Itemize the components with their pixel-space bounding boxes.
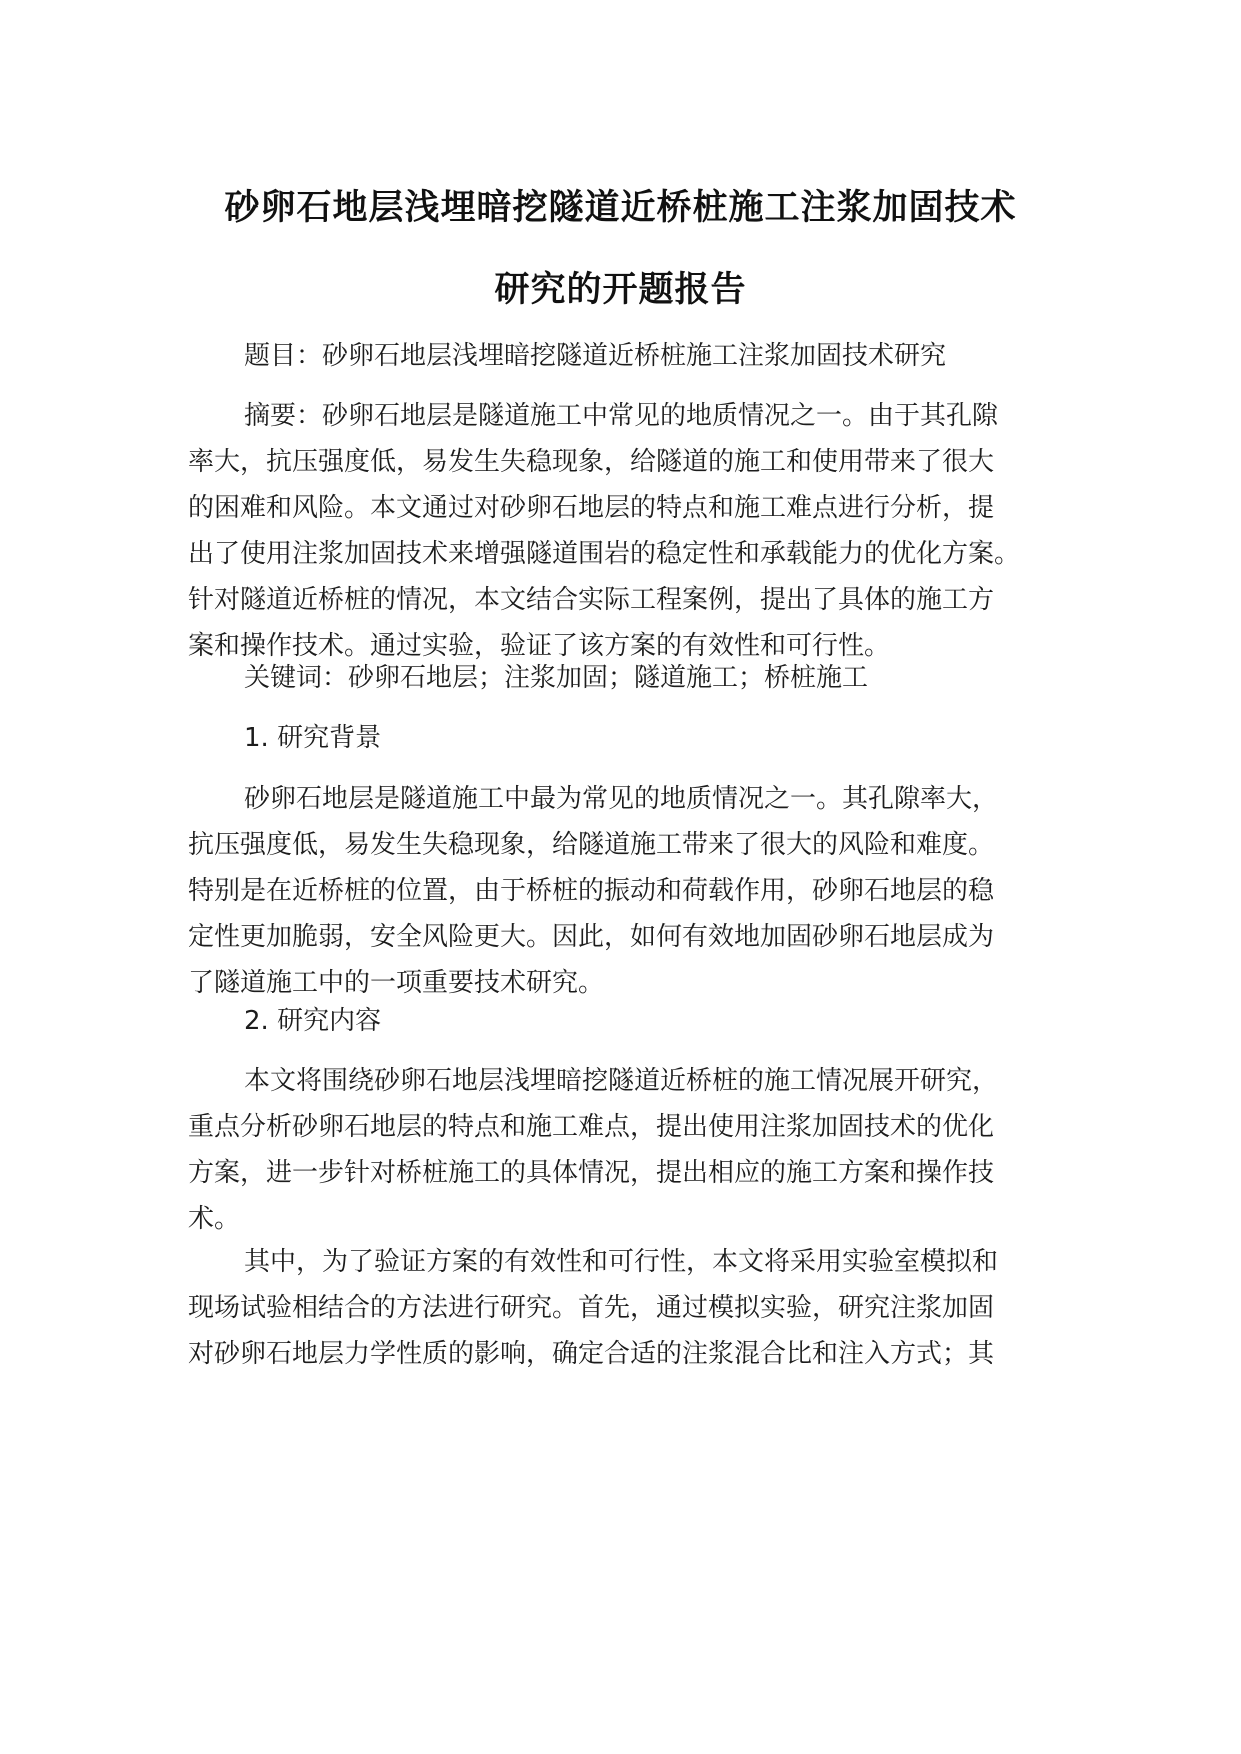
section-1-line: 了隧道施工中的一项重要技术研究。 xyxy=(188,968,605,998)
section-2-line: 现场试验相结合的方法进行研究。首先，通过模拟实验，研究注浆加固 xyxy=(188,1293,995,1323)
section-1-heading-block xyxy=(188,715,1068,761)
section-2-heading-block xyxy=(188,998,1068,1044)
section-1-line: 特别是在近桥桩的位置，由于桥桩的振动和荷载作用，砂卵石地层的稳 xyxy=(188,876,995,906)
abstract-paragraph xyxy=(188,393,1068,669)
abstract-line: 出了使用注浆加固技术来增强隧道围岩的稳定性和承载能力的优化方案。 xyxy=(188,539,1021,569)
abstract-line: 摘要：砂卵石地层是隧道施工中常见的地质情况之一。由于其孔隙 xyxy=(244,401,999,431)
section-2-paragraph-2 xyxy=(188,1239,1068,1377)
section-2-line: 对砂卵石地层力学性质的影响，确定合适的注浆混合比和注入方式；其 xyxy=(188,1339,995,1369)
document-title-line-2: 研究的开题报告 xyxy=(494,270,747,310)
abstract-line: 针对隧道近桥桩的情况，本文结合实际工程案例，提出了具体的施工方 xyxy=(188,585,995,615)
section-2-line: 方案，进一步针对桥桩施工的具体情况，提出相应的施工方案和操作技 xyxy=(188,1158,995,1188)
section-2-line: 术。 xyxy=(188,1204,241,1234)
section-2-line: 其中，为了验证方案的有效性和可行性，本文将采用实验室模拟和 xyxy=(244,1247,999,1277)
section-2-heading: 2. 研究内容 xyxy=(244,1006,382,1036)
keywords-line: 关键词：砂卵石地层；注浆加固；隧道施工；桥桩施工 xyxy=(244,663,869,693)
section-1-heading: 1. 研究背景 xyxy=(244,723,382,753)
topic-line: 题目：砂卵石地层浅埋暗挖隧道近桥桩施工注浆加固技术研究 xyxy=(244,341,947,371)
keywords-paragraph xyxy=(188,655,1068,701)
abstract-line: 率大，抗压强度低，易发生失稳现象，给隧道的施工和使用带来了很大 xyxy=(188,447,995,477)
topic-paragraph xyxy=(188,333,1068,379)
abstract-line: 案和操作技术。通过实验，验证了该方案的有效性和可行性。 xyxy=(188,631,891,661)
section-1-line: 抗压强度低，易发生失稳现象，给隧道施工带来了很大的风险和难度。 xyxy=(188,830,995,860)
section-2-line: 重点分析砂卵石地层的特点和施工难点，提出使用注浆加固技术的优化 xyxy=(188,1112,995,1142)
section-1-paragraph xyxy=(188,776,1068,1006)
document-title-line-1: 砂卵石地层浅埋暗挖隧道近桥桩施工注浆加固技术 xyxy=(224,188,1017,228)
section-2-line: 本文将围绕砂卵石地层浅埋暗挖隧道近桥桩的施工情况展开研究， xyxy=(244,1066,999,1096)
section-1-line: 定性更加脆弱，安全风险更大。因此，如何有效地加固砂卵石地层成为 xyxy=(188,922,995,952)
abstract-line: 的困难和风险。本文通过对砂卵石地层的特点和施工难点进行分析，提 xyxy=(188,493,995,523)
section-1-line: 砂卵石地层是隧道施工中最为常见的地质情况之一。其孔隙率大， xyxy=(244,784,999,814)
section-2-paragraph-1 xyxy=(188,1058,1068,1242)
